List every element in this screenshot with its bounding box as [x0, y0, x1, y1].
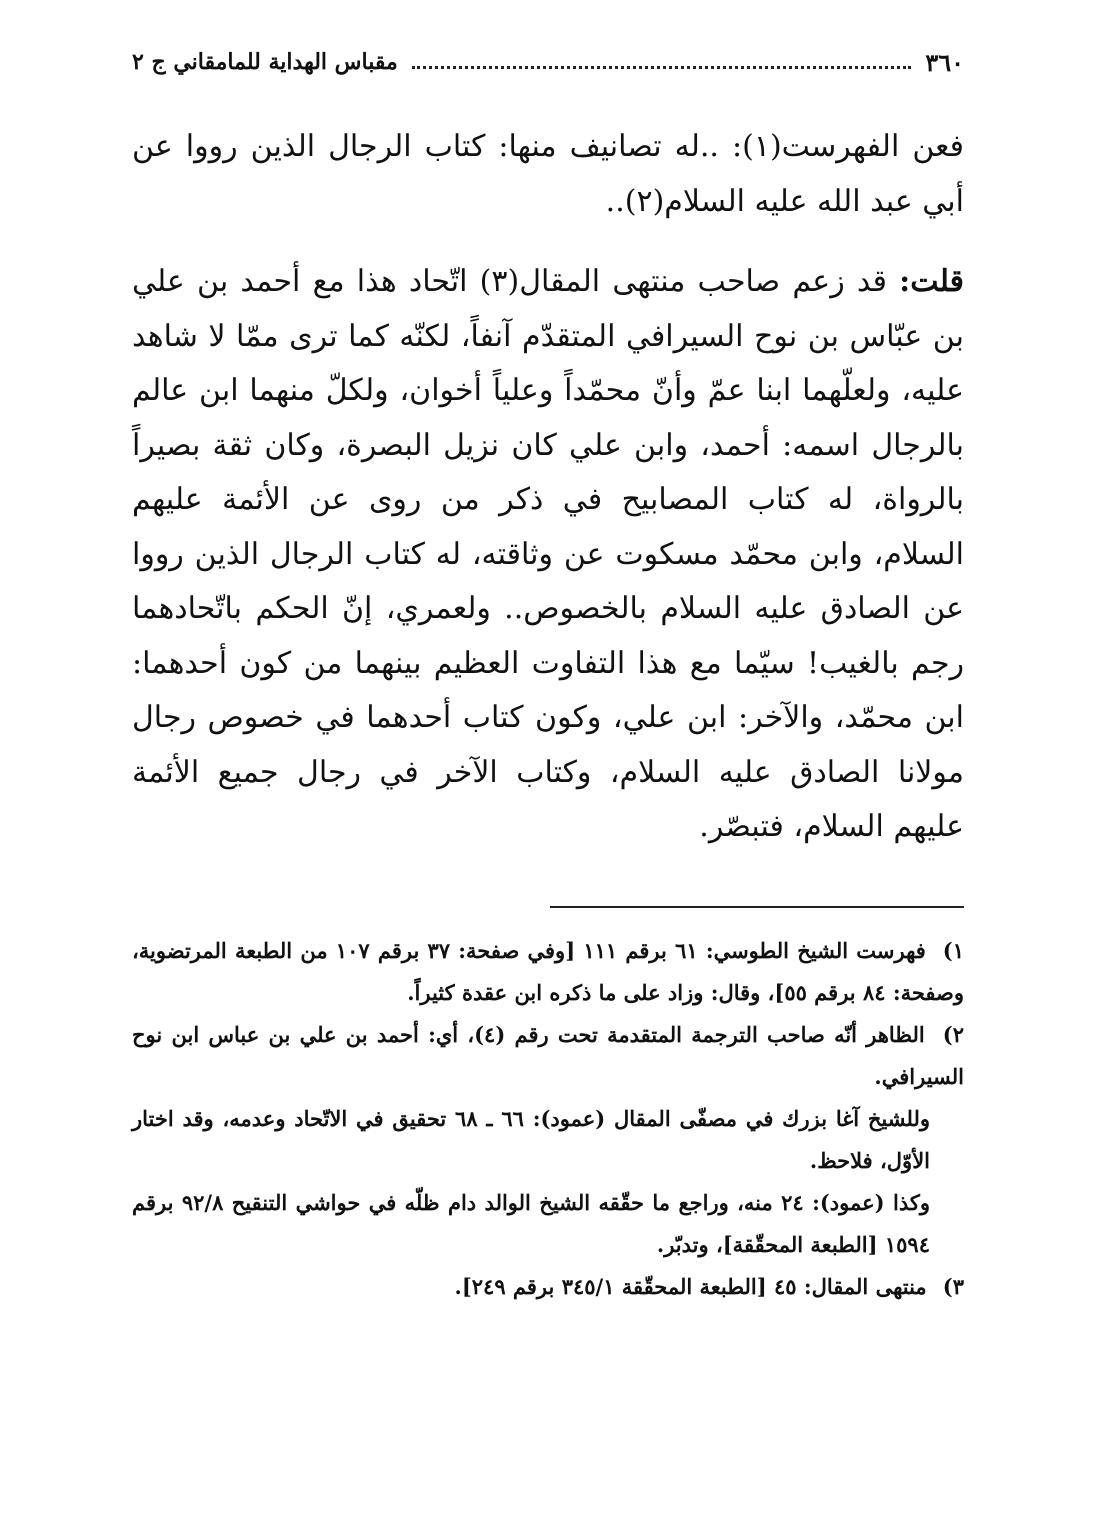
footnote-continuation: وكذا (عمود): ٢٤ منه، وراجع ما حقّقه الشيخ الوالد دام ظلّه في حواشي التنقيح ٩٢/٨ برقم ١٥٩٤ [الطبعة المحقّقة]، وتدبّر.: [132, 1190, 930, 1257]
running-title: مقباس الهداية للمامقاني ج ٢: [132, 49, 398, 75]
footnotes: [132, 930, 964, 1308]
footnote: [132, 1014, 964, 1098]
footnote: [132, 930, 964, 1014]
footnote-separator: [550, 906, 964, 908]
paragraph: [132, 255, 964, 855]
running-header: [132, 40, 964, 84]
footnote-text: منتهى المقال: ٤٥ [الطبعة المحقّقة ٣٤٥/١ برقم ٢٤٩].: [454, 1274, 927, 1299]
footnote-number: ٢): [942, 1022, 964, 1047]
footnote: [132, 1266, 964, 1308]
footnote-number: ٣): [942, 1274, 964, 1299]
paragraph-lead: قلت:: [899, 264, 964, 299]
footnote-text: الظاهر أنّه صاحب الترجمة المتقدمة تحت رقم (٤)، أي: أحمد بن علي بن عباس ابن نوح السيرافي.: [132, 1022, 964, 1089]
footnote-continuation: وللشيخ آغا بزرك في مصفّى المقال (عمود): ٦٦ ـ ٦٨ تحقيق في الاتّحاد وعدمه، وقد اختار الأوّل، فلاحظ.: [132, 1106, 930, 1173]
footnote-text: فهرست الشيخ الطوسي: ٦١ برقم ١١١ [وفي صفحة: ٣٧ برقم ١٠٧ من الطبعة المرتضوية، وصفحة: ٨٤ برقم ٥٥]، وقال: وزاد على ما ذكره ابن عقدة كثيراً.: [132, 938, 964, 1005]
header-dot-leader: [412, 56, 912, 69]
main-text: [132, 120, 964, 855]
footnote-number: ١): [942, 938, 965, 963]
page-number: ٣٦٠: [925, 47, 964, 77]
paragraph-text: قد زعم صاحب منتهى المقال(٣) اتّحاد هذا مع أحمد بن علي بن عبّاس بن نوح السيرافي المتقدّم آنفاً، لكنّه كما ترى ممّا لا شاهد عليه، ولعلّهما ابنا عمّ وأنّ محمّداً وعلياً أخوان، ولكلّ منهما ابن عالم بالرجال اسمه: أحمد، وابن علي كان نزيل البصرة، وكان ثقة بصيراً بالرواة، له كتاب المصابيح في ذكر من روى عن الأئمة عليهم السلام، وابن محمّد مسكوت عن وثاقته، له كتاب الرجال الذين رووا عن الصادق عليه السلام بالخصوص.. ولعمري، إنّ الحكم باتّحادهما رجم بالغيب! سيّما مع هذا التفاوت العظيم بينهما من كون أحدهما: ابن محمّد، والآخر: ابن علي، وكون كتاب أحدهما في خصوص رجال مولانا الصادق عليه السلام، وكتاب الآخر في رجال جميع الأئمة عليهم السلام، فتبصّر.: [132, 264, 965, 844]
paragraph: فعن الفهرست(١): ..له تصانيف منها: كتاب الرجال الذين رووا عن أبي عبد الله عليه السلام(٢)..: [132, 129, 964, 219]
